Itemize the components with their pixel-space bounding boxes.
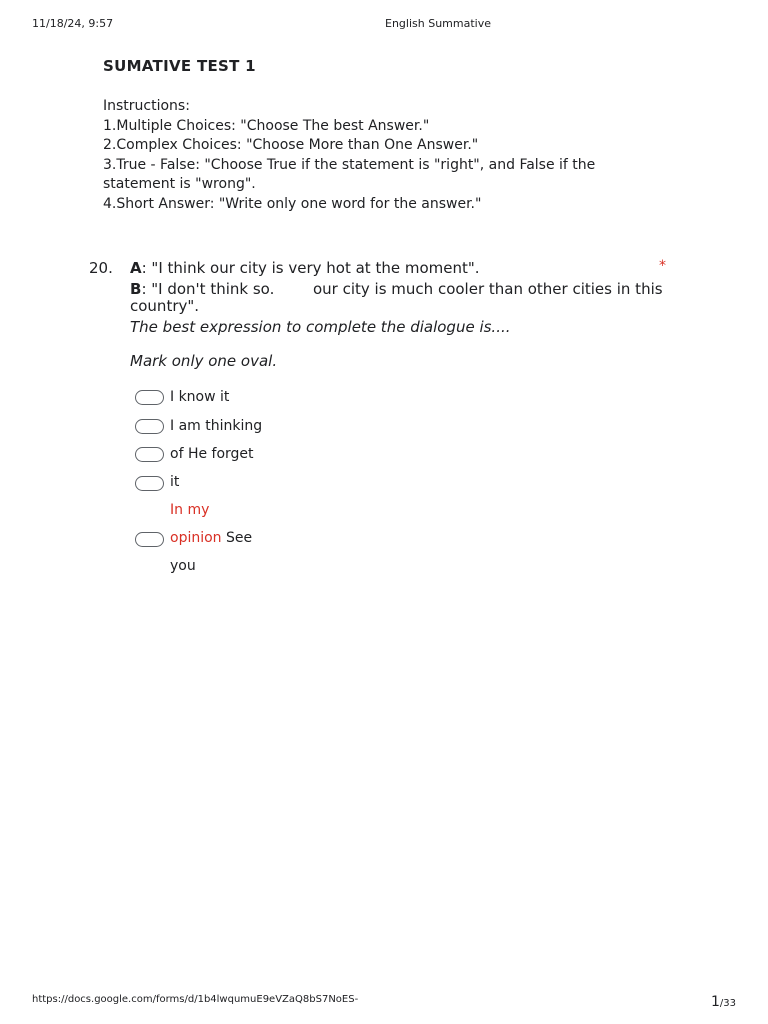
page-current: 1 bbox=[711, 994, 720, 1010]
radio-oval[interactable] bbox=[135, 532, 164, 547]
instruction-text: Short Answer: "Write only one word for the answer." bbox=[116, 196, 482, 212]
option-label bbox=[170, 530, 252, 546]
line-b-wrap: country". bbox=[130, 297, 200, 315]
instruction-item bbox=[103, 195, 481, 215]
instructions-heading: Instructions: bbox=[103, 98, 190, 114]
instruction-number: 4. bbox=[103, 196, 117, 212]
question-prompt: The best expression to complete the dialogue is.... bbox=[130, 318, 511, 336]
option-label: I am thinking bbox=[170, 418, 263, 434]
question-number: 20. bbox=[89, 259, 113, 277]
line-b-text: : "I don't think so. bbox=[141, 280, 275, 298]
speaker-a: A bbox=[130, 259, 142, 277]
radio-oval[interactable] bbox=[135, 447, 164, 462]
page-number bbox=[711, 994, 736, 1010]
instruction-number: 1. bbox=[103, 118, 117, 134]
option-label-highlight: In my bbox=[170, 502, 210, 518]
instruction-text: True - False: "Choose True if the statement is "right", and False if the bbox=[116, 157, 596, 173]
page-total: /33 bbox=[719, 998, 737, 1009]
option-label: it bbox=[170, 474, 180, 490]
dialogue-line-a bbox=[130, 258, 480, 278]
required-asterisk: * bbox=[659, 258, 666, 274]
option-label-rest: See bbox=[221, 530, 253, 546]
radio-oval[interactable] bbox=[135, 419, 164, 434]
instruction-text: Complex Choices: "Choose More than One Answer." bbox=[116, 137, 479, 153]
option-label: of He forget bbox=[170, 446, 254, 462]
form-title: SUMATIVE TEST 1 bbox=[103, 57, 256, 75]
instruction-number: 3. bbox=[103, 157, 117, 173]
option-label: I know it bbox=[170, 389, 230, 405]
instruction-item bbox=[103, 117, 429, 137]
print-footer-url: https://docs.google.com/forms/d/1b4lwqumuE9eVZaQ8bS7NoES- bbox=[32, 994, 359, 1005]
instruction-item bbox=[103, 136, 478, 156]
option-label-highlight: opinion bbox=[170, 530, 222, 546]
instruction-item bbox=[103, 175, 256, 195]
line-b-continuation: our city is much cooler than other cities in this bbox=[313, 280, 663, 298]
radio-oval[interactable] bbox=[135, 390, 164, 405]
instruction-number: 2. bbox=[103, 137, 117, 153]
print-page-title: English Summative bbox=[385, 17, 491, 30]
print-datetime: 11/18/24, 9:57 bbox=[32, 17, 114, 30]
question-hint: Mark only one oval. bbox=[130, 352, 278, 370]
instruction-item bbox=[103, 156, 595, 176]
radio-oval[interactable] bbox=[135, 476, 164, 491]
instruction-text: Multiple Choices: "Choose The best Answer." bbox=[116, 118, 430, 134]
option-label: you bbox=[170, 558, 196, 574]
line-a-text: : "I think our city is very hot at the moment". bbox=[141, 259, 480, 277]
instruction-text: statement is "wrong". bbox=[103, 176, 256, 192]
speaker-b: B bbox=[130, 280, 142, 298]
